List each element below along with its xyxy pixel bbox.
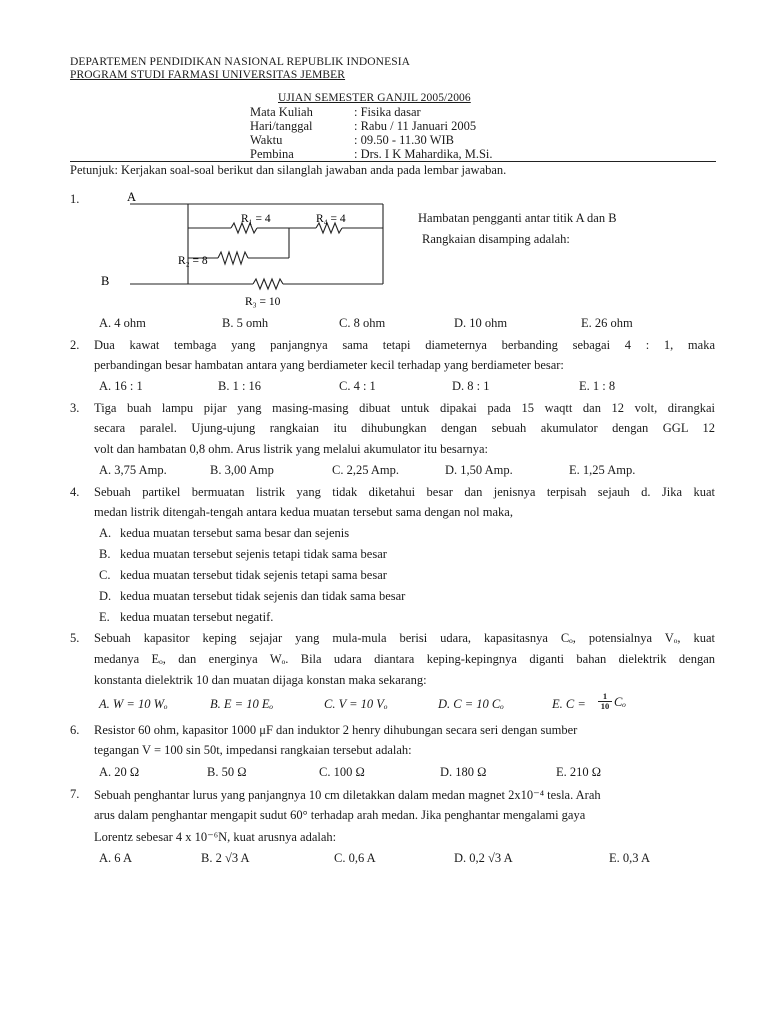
q5-option-b[interactable]: B. E = 10 Eₒ (210, 697, 274, 711)
q3-number: 3. (70, 401, 80, 415)
q2-option-e[interactable]: E. 1 : 8 (579, 379, 616, 393)
q4-number: 4. (70, 485, 80, 499)
q4-option-a-letter[interactable]: A. (99, 526, 112, 540)
q7-option-d[interactable]: D. 0,2 √3 A (454, 851, 513, 865)
fraction-denominator: 10 (598, 701, 612, 711)
q4-option-e-text[interactable]: kedua muatan tersebut negatif. (120, 610, 274, 624)
q5-option-c[interactable]: C. V = 10 Vₒ (324, 697, 388, 711)
q5-option-e-tail: Cₒ (614, 695, 626, 709)
q6-option-c[interactable]: C. 100 Ω (319, 765, 365, 779)
q4-option-d-letter[interactable]: D. (99, 589, 112, 603)
q7-option-c[interactable]: C. 0,6 A (334, 851, 376, 865)
q1-option-e[interactable]: E. 26 ohm (581, 316, 633, 330)
q4-text-line1: Sebuah partikel bermuatan listrik yang tidak diketahui besar dan jenisnya terpisah sejauh d. Jika kuat (94, 485, 715, 499)
q7-number: 7. (70, 787, 80, 801)
meta-label-lecturer: Pembina (250, 147, 294, 161)
resistor-r3-label: R₃ = 10 (245, 296, 281, 308)
ministry-heading: DEPARTEMEN PENDIDIKAN NASIONAL REPUBLIK INDONESIA (70, 56, 411, 68)
q4-option-b-text[interactable]: kedua muatan tersebut sejenis tetapi tidak sama besar (120, 547, 387, 561)
q5-text-line2: medanya Eₒ, dan energinya Wₒ. Bila udara diantara keping-kepingnya diganti bahan dielektrik dengan (94, 652, 715, 666)
meta-label-date: Hari/tanggal (250, 119, 313, 133)
q7-text-line1: Sebuah penghantar lurus yang panjangnya 10 cm diletakkan dalam medan magnet 2x10⁻⁴ tesla. Arah (94, 788, 601, 802)
q3-text-line2: secara paralel. Ujung-ujung rangkaian itu dihubungkan dengan sebuah akumulator dengan GGL 12 (94, 421, 715, 435)
q6-option-d[interactable]: D. 180 Ω (440, 765, 487, 779)
q1-option-c[interactable]: C. 8 ohm (339, 316, 386, 330)
q2-text-line1: Dua kawat tembaga yang panjangnya sama tetapi diameternya berbanding sebagai 4 : 1, maka (94, 338, 715, 352)
q2-text-line2: perbandingan besar hambatan antara yang berdiameter kecil terhadap yang berdiameter besar: (94, 358, 564, 372)
q1-circuit-diagram (95, 188, 405, 312)
q5-text-line3: konstanta dielektrik 10 dan muatan dijaga konstan maka sekarang: (94, 673, 427, 687)
q7-option-e[interactable]: E. 0,3 A (609, 851, 650, 865)
resistor-r4-label: R₄ = 4 (316, 213, 346, 225)
q2-option-b[interactable]: B. 1 : 16 (218, 379, 262, 393)
q1-option-b[interactable]: B. 5 omh (222, 316, 269, 330)
q3-option-d[interactable]: D. 1,50 Amp. (445, 463, 513, 477)
header-divider (70, 161, 716, 162)
q2-number: 2. (70, 338, 80, 352)
resistor-r1-label: R₁ = 4 (241, 213, 271, 225)
fraction-numerator: 1 (602, 691, 608, 701)
q7-option-a[interactable]: A. 6 A (99, 851, 132, 865)
node-b-label: B (101, 274, 110, 288)
q1-text-line2: Rangkaian disamping adalah: (422, 232, 570, 246)
q4-text-line2: medan listrik ditengah-tengah antara kedua muatan tersebut sama dengan nol maka, (94, 505, 513, 519)
q6-option-e[interactable]: E. 210 Ω (556, 765, 602, 779)
node-a-label: A (127, 190, 137, 204)
q3-option-a[interactable]: A. 3,75 Amp. (99, 463, 167, 477)
q1-option-d[interactable]: D. 10 ohm (454, 316, 508, 330)
q4-option-a-text[interactable]: kedua muatan tersebut sama besar dan sejenis (120, 526, 350, 540)
meta-value-time: : 09.50 - 11.30 WIB (354, 133, 454, 147)
q5-text-line1: Sebuah kapasitor keping sejajar yang mula-mula berisi udara, kapasitasnya Cₒ, potensialnya Vₒ, kuat (94, 631, 715, 645)
q5-option-a[interactable]: A. W = 10 Wₒ (99, 697, 168, 711)
exam-title: UJIAN SEMESTER GANJIL 2005/2006 (278, 92, 471, 104)
q4-option-d-text[interactable]: kedua muatan tersebut tidak sejenis dan tidak sama besar (120, 589, 406, 603)
q1-text-line1: Hambatan pengganti antar titik A dan B (418, 211, 617, 225)
q6-number: 6. (70, 723, 80, 737)
meta-label-course: Mata Kuliah (250, 105, 313, 119)
q5-option-d[interactable]: D. C = 10 Cₒ (438, 697, 504, 711)
meta-value-lecturer: : Drs. I K Mahardika, M.Si. (354, 147, 493, 161)
q2-option-a[interactable]: A. 16 : 1 (99, 379, 143, 393)
q4-option-c-letter[interactable]: C. (99, 568, 111, 582)
q3-text-line1: Tiga buah lampu pijar yang masing-masing dibuat untuk dipakai pada 15 waqtt dan 12 volt, dirangkai (94, 401, 715, 415)
meta-label-time: Waktu (250, 133, 283, 147)
q1-option-a[interactable]: A. 4 ohm (99, 316, 146, 330)
q4-option-c-text[interactable]: kedua muatan tersebut tidak sejenis tetapi sama besar (120, 568, 387, 582)
q7-text-line2: arus dalam penghantar mengapit sudut 60° terhadap arah medan. Jika penghantar mengalami gaya (94, 808, 586, 822)
q3-option-c[interactable]: C. 2,25 Amp. (332, 463, 400, 477)
q3-text-line3: volt dan hambatan 0,8 ohm. Arus listrik yang melalui akumulator itu besarnya: (94, 442, 489, 456)
instruction-text: Petunjuk: Kerjakan soal-soal berikut dan silanglah jawaban anda pada lembar jawaban. (70, 163, 507, 177)
q2-option-d[interactable]: D. 8 : 1 (452, 379, 490, 393)
program-heading: PROGRAM STUDI FARMASI UNIVERSITAS JEMBER (70, 69, 346, 81)
q4-option-b-letter[interactable]: B. (99, 547, 111, 561)
resistor-r2-label: R₂ = 8 (178, 255, 208, 267)
q6-option-b[interactable]: B. 50 Ω (207, 765, 247, 779)
q2-option-c[interactable]: C. 4 : 1 (339, 379, 376, 393)
q6-option-a[interactable]: A. 20 Ω (99, 765, 140, 779)
q6-text-line1: Resistor 60 ohm, kapasitor 1000 μF dan induktor 2 henry dihubungan secara seri dengan sumber (94, 723, 578, 737)
q4-option-e-letter[interactable]: E. (99, 610, 110, 624)
q1-number: 1. (70, 192, 80, 206)
q5-option-e[interactable]: E. C = (552, 697, 586, 711)
q3-option-e[interactable]: E. 1,25 Amp. (569, 463, 636, 477)
q3-option-b[interactable]: B. 3,00 Amp (210, 463, 274, 477)
meta-value-date: : Rabu / 11 Januari 2005 (354, 119, 477, 133)
meta-value-course: : Fisika dasar (354, 105, 421, 119)
q6-text-line2: tegangan V = 100 sin 50t, impedansi rangkaian tersebut adalah: (94, 743, 412, 757)
q5-option-e-fraction (598, 692, 612, 711)
q7-text-line3: Lorentz sebesar 4 x 10⁻⁶N, kuat arusnya adalah: (94, 830, 337, 844)
q7-option-b[interactable]: B. 2 √3 A (201, 851, 250, 865)
q5-number: 5. (70, 631, 80, 645)
